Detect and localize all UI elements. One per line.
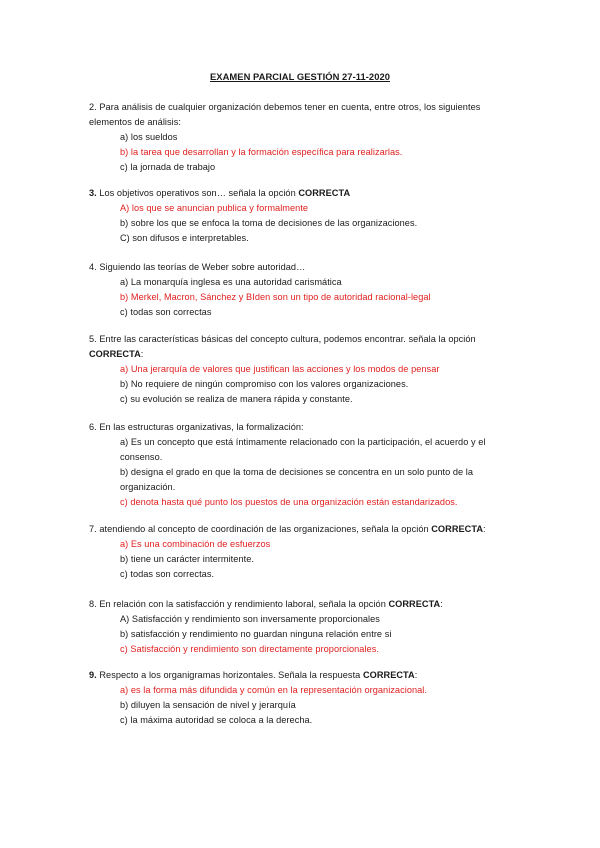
question-number: 7. [89, 524, 97, 534]
option-a[interactable]: a) Es un concepto que está íntimamente relacionado con la participación, el acuerdo y el consenso. [120, 437, 486, 462]
question-2 [89, 100, 521, 175]
option-c-correct[interactable]: c) denota hasta qué punto los puestos de una organización están estandarizados. [120, 497, 458, 507]
question-9 [89, 668, 521, 728]
options-list [120, 683, 521, 728]
question-emphasis: CORRECTA [431, 524, 484, 534]
question-text [89, 597, 521, 612]
question-number: 2. [89, 102, 97, 112]
option-b[interactable]: b) designa el grado en que la toma de decisiones se concentra en un solo punto de la organización. [120, 467, 474, 492]
question-text [89, 522, 521, 537]
option-c-correct[interactable]: c) Satisfacción y rendimiento son directamente proporcionales. [120, 644, 379, 654]
question-suffix: : [483, 524, 486, 534]
option-a-correct[interactable]: a) Una jerarquía de valores que justifican las acciones y los modos de pensar [120, 364, 440, 374]
question-5 [89, 332, 521, 407]
option-b-correct[interactable]: b) la tarea que desarrollan y la formación específica para realizarlas. [120, 147, 403, 157]
options-list [120, 537, 521, 582]
question-stem: Respecto a los organigramas horizontales. Señala la respuesta [96, 670, 363, 680]
options-list [120, 435, 521, 510]
question-stem: Siguiendo las teorías de Weber sobre autoridad… [96, 262, 306, 272]
option-a[interactable]: A) Satisfacción y rendimiento son inversamente proporcionales [120, 614, 380, 624]
question-7 [89, 522, 521, 582]
question-text [89, 668, 521, 683]
question-8 [89, 597, 521, 657]
option-b[interactable]: b) diluyen la sensación de nivel y jerarquía [120, 700, 296, 710]
option-a-correct[interactable]: a) Es una combinación de esfuerzos [120, 539, 271, 549]
question-text [89, 100, 521, 130]
options-list [120, 275, 521, 320]
option-a[interactable]: a) La monarquía inglesa es una autoridad carismática [120, 277, 342, 287]
option-c[interactable]: c) todas son correctas [120, 307, 212, 317]
question-stem: Entre las características básicas del concepto cultura, podemos encontrar. señala la opción [96, 334, 476, 344]
options-list [120, 201, 521, 246]
option-c[interactable]: C) son difusos e interpretables. [120, 233, 249, 243]
option-a-correct[interactable]: A) los que se anuncian publica y formalmente [120, 203, 309, 213]
question-3 [89, 186, 521, 246]
options-list [120, 612, 521, 657]
options-list [120, 362, 521, 407]
question-number: 8. [89, 599, 97, 609]
question-number: 3. [89, 188, 97, 198]
question-stem: Los objetivos operativos son… señala la opción [96, 188, 299, 198]
question-stem: En las estructuras organizativas, la formalización: [96, 422, 304, 432]
question-text [89, 420, 521, 435]
question-number: 4. [89, 262, 97, 272]
question-text [89, 186, 521, 201]
option-b-correct[interactable]: b) Merkel, Macron, Sánchez y BIden son un tipo de autoridad racional-legal [120, 292, 431, 302]
question-number: 6. [89, 422, 97, 432]
question-stem: En relación con la satisfacción y rendimiento laboral, señala la opción [96, 599, 389, 609]
question-emphasis: CORRECTA [89, 349, 141, 359]
question-emphasis: CORRECTA [362, 670, 415, 680]
option-a[interactable]: a) los sueldos [120, 132, 178, 142]
question-number: 9. [89, 670, 97, 680]
question-suffix: : [140, 349, 144, 359]
option-c[interactable]: c) la jornada de trabajo [120, 162, 216, 172]
question-text [89, 260, 521, 275]
option-c[interactable]: c) todas son correctas. [120, 569, 215, 579]
question-number: 5. [89, 334, 97, 344]
option-b[interactable]: b) tiene un carácter intermitente. [120, 554, 254, 564]
option-b[interactable]: b) sobre los que se enfoca la toma de decisiones de las organizaciones. [120, 218, 418, 228]
question-emphasis: CORRECTA [388, 599, 441, 609]
options-list [120, 130, 521, 175]
question-stem: Para análisis de cualquier organización debemos tener en cuenta, entre otros, los siguientes elementos de análisis: [89, 102, 481, 127]
page-title: EXAMEN PARCIAL GESTIÓN 27-11-2020 [209, 71, 390, 82]
option-c[interactable]: c) su evolución se realiza de manera rápida y constante. [120, 394, 353, 404]
question-4 [89, 260, 521, 320]
question-suffix: : [414, 670, 418, 680]
question-stem: atendiendo al concepto de coordinación de las organizaciones, señala la opción [96, 524, 432, 534]
option-a-correct[interactable]: a) es la forma más difundida y común en la representación organizacional. [120, 685, 428, 695]
question-emphasis: CORRECTA [298, 188, 351, 198]
option-b[interactable]: b) satisfacción y rendimiento no guardan ninguna relación entre si [120, 629, 392, 639]
question-6 [89, 420, 521, 510]
option-c[interactable]: c) la máxima autoridad se coloca a la derecha. [120, 715, 313, 725]
question-suffix: : [440, 599, 443, 609]
option-b[interactable]: b) No requiere de ningún compromiso con los valores organizaciones. [120, 379, 409, 389]
question-text [89, 332, 521, 362]
